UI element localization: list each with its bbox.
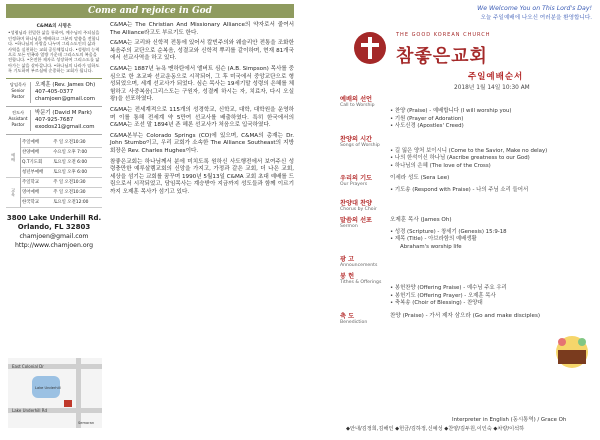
map-street-1: East Colonial Dr (12, 364, 44, 369)
schedule-name: 한국학교 (21, 197, 53, 207)
schedule-time: 주 일 오전10:30 (52, 177, 102, 187)
order-item: • 봉헌기도 (Offering Prayer) - 오제훈 목사 (390, 292, 496, 299)
pastor-email[interactable]: exodos21@gmail.com (35, 123, 95, 130)
interpreter-note: Interpreter in English (동시통역) / Grace Oh (452, 417, 567, 423)
pastor-row-senior (6, 79, 102, 107)
section-heading: 우리의 기도 (340, 175, 373, 182)
service-date: 2018년 1월 14일 10:30 AM (454, 85, 530, 91)
history-paragraph: C&MA는 1887년 뉴욕 맨하탄에서 앨버트 심슨 (A.B. Simpson) 목사를 중심으로 한 초교파 선교운동으로 시작되어, 그 후 미국에서 중앙교단으로 형성되었으며, 세계 선교사가 되었다. 심슨 목사는 19세기말 성령의 은혜를 체험하고 사중복음(그리스도는 구원자, 성결케 하시는 자, 치료자, 다시 오실 왕)을 선포하였다. (110, 65, 294, 103)
schedule-name: 청년부예배 (21, 167, 53, 177)
service-title: 주일예배순서 (468, 72, 524, 82)
order-item: • 길 잃은 양처 보이시니 (Come to the Savior, Make no delay) (390, 147, 548, 154)
pastor-name: 오제훈 (Rev. James Oh) (35, 81, 96, 88)
bible-illustration-icon (548, 330, 596, 370)
order-item: • 하나님의 은혜 (The love of the Cross) (390, 162, 491, 169)
schedule-time: 토요일 오전 6:00 (52, 157, 102, 167)
section-heading: 광 고 (340, 256, 355, 263)
pastor-email[interactable]: chamjoen@gmail.com (35, 95, 96, 102)
pastor-role: 담임목사 Senior Pastor (6, 82, 31, 103)
ushers-list: ◆안내/김정희,김해인 ◆헌금/김하정,신예성 ◆찬양/김두원,이인숙 ◆차량/이석하 (346, 426, 525, 432)
order-section-prayers (340, 173, 594, 195)
left-header-banner: Come and rejoice in God (6, 4, 294, 18)
schedule-name: 주일예배 (21, 138, 53, 148)
table-row (6, 147, 102, 157)
order-item: • 제목 (Title) - 아브라함의 예배생활 (390, 236, 477, 242)
order-item: Abraham's worship life (400, 243, 462, 250)
history-paragraph: 참좋은교회는 하나님께서 분에 미치도록 원하신 사도행전에서 보여주신 성령충만한 예루살렘교회의 신앙을 가지고, 가정과 같은 교회, 더 나은 교회, 세상을 섬기는 교회를 꿈꾸며 1990년 5월13일 C&MA 교회 초대 예배를 드림으로서 시작되었고, 담임목사는 계승받아 지금까지 성도들과 함께 이르기까지 오제훈 목사가 섬기고 있다. (110, 158, 294, 195)
section-heading: 말씀의 선포 (340, 216, 373, 224)
pastor-name: 박문기 (David M Park) (35, 109, 92, 116)
church-name-korean: 참좋은교회 (396, 46, 488, 67)
table-row (6, 167, 102, 177)
schedule-time: 토요일 오전12:00 (52, 197, 102, 207)
section-subheading: Benediction (340, 319, 368, 325)
history-paragraph: C&MA는 교리와 신학적 전통에 있어서 칼빈주의와 웨슬리안 전통을 조화한 복음주의 교단으로 순복음, 성결교와 신학적 뿌리를 같이하며, 현재 81개국에서 선교사역을 하고 있다. (110, 40, 294, 62)
section-heading: 찬양의 시간 (340, 135, 373, 143)
order-item: • 축복송 (Choir of Blessing) - 찬양대 (390, 300, 483, 306)
order-item: • 기원 (Prayer of Adoration) (390, 115, 464, 122)
schedule-name: 영어예배 (21, 187, 53, 197)
order-section-announcements (340, 254, 594, 268)
table-row (6, 138, 102, 148)
section-leader: 찬양 (Praise) - 가서 제자 삼으라 (Go and make disciples) (390, 312, 541, 319)
pastor-phone: 407-405-0377 (35, 88, 74, 95)
table-row (6, 187, 102, 197)
schedule-time: 수요일 오후 7:00 (52, 147, 102, 157)
pastor-phone: 407-925-7687 (35, 116, 74, 123)
order-section-call (340, 94, 594, 131)
section-subheading: Sermon (340, 223, 358, 229)
table-row (6, 197, 102, 207)
history-column (110, 22, 294, 199)
order-item: • 봉헌찬양 (Offering Praise) - 예수님 주요 우리 (390, 285, 507, 291)
section-heading: 찬양대 찬양 (340, 199, 373, 207)
section-subheading: Tithes & Offerings (340, 280, 382, 285)
order-item: • 기도송 (Respond with Praise) - 나의 주님 소리 들어서 (390, 187, 529, 193)
schedule-name: 찬양예배 (21, 147, 53, 157)
mission-title: C&MA의 사명은 (36, 24, 72, 29)
schedule-time: 토요일 오후 6:00 (52, 167, 102, 177)
address-website[interactable]: http://www.chamjoen.org (14, 241, 94, 249)
history-paragraph: C&MA는 전세계적으로 115개의 성경학교, 신학교, 대학, 대학원을 운영하며 이를 통해 전세계 약 5만여 선교사를 배출하였다. 특히 한국에서의 C&MA는 조선 말 1894년 존 헤론 선교사가 처음으로 입국하였다. (110, 106, 294, 129)
mission-text: •성령님과 친밀한 삶을 통하여, 예수님의 주되심을 인정하며 하나님을 예배하고 그분의 말씀을 전합니다. •하나님의 사랑을 나누며 그리스도인의 삶과 사역을 실천하는 교회 공동체입니다. •성령의 능력으로 모든 민족과 열방 가운데 그리스도의 복음을 전합니다. •온전한 제자로 성장하여 그리스도를 닮아가는 삶을 살아갑니다. •하나님의 나라가 임하도록 기도하며 부르심에 순종하는 교회가 됩니다. (8, 30, 100, 74)
address-line1: 3800 Lake Underhill Rd. (6, 213, 102, 222)
map-street-3: Semoran (78, 421, 95, 425)
location-map (8, 358, 102, 428)
welcome-korean: 오늘 주일예배에 나오신 여러분을 환영합니다. (480, 15, 592, 21)
schedule-name: Q.T기도회 (21, 157, 53, 167)
order-section-songs (340, 134, 594, 171)
section-leader: 이세라 성도 (Sera Lee) (390, 175, 450, 181)
schedule-table (6, 138, 102, 208)
section-subheading: Call to Worship (340, 103, 375, 108)
schedule-group: 교육 (6, 177, 21, 207)
pastor-row-assistant (6, 107, 102, 135)
section-subheading: Announcements (340, 263, 378, 268)
mission-box (6, 22, 102, 79)
address-email[interactable]: chamjoen@gmail.com (19, 232, 89, 240)
pastor-role: 전도사 Assistant Pastor (6, 110, 31, 131)
schedule-time: 주 일 오전10:30 (52, 187, 102, 197)
section-subheading: Our Prayers (340, 182, 368, 187)
order-item: • 찬양 (Praise) - 예배합니다 (I will worship you) (390, 108, 512, 114)
history-paragraph: C&MA는 The Christian And Missionary Alliance의 약자로서 줄여서 The Alliance라고도 부르기도 한다. (110, 22, 294, 36)
section-subheading: Songs of Worship (340, 142, 380, 148)
order-of-service (340, 94, 594, 328)
schedule-group: 예배 (6, 138, 21, 178)
church-logo-icon (352, 30, 388, 66)
address-line2: Orlando, FL 32803 (17, 222, 91, 231)
order-item: • 성경 (Scripture) - 창세기 (Genesis) 15:9-18 (390, 228, 507, 235)
order-item: • 사도신경 (Apostles' Creed) (390, 123, 464, 129)
church-marker-icon (64, 400, 72, 407)
map-lake-label: Lake Underhill (35, 386, 61, 390)
order-section-chorus (340, 198, 594, 212)
section-heading: 예배의 선언 (340, 96, 373, 103)
section-heading: 축 도 (340, 312, 355, 320)
order-section-sermon (340, 215, 594, 252)
section-heading: 봉 헌 (340, 273, 355, 280)
order-item: • 나의 한석이신 하나님 (Ascribe greatness to our God) (390, 155, 530, 161)
church-name-english: THE GOOD KOREAN CHURCH (396, 32, 491, 38)
history-paragraph: C&MA본부는 Colorado Springs (CO)에 있으며, C&MA의 총재는 Dr. John Stumbo이고, 우리 교회가 소속한 The Alliance Southeast의 지방회장은 Rev. Charles Hughes이다. (110, 132, 294, 154)
section-leader: 오제훈 목사 (James Oh) (390, 216, 452, 223)
map-street-2: Lake Underhill Rd (12, 408, 48, 413)
order-section-offerings (340, 271, 594, 308)
welcome-english: We Welcome You on This Lord's Day! (477, 5, 592, 12)
section-subheading: Chorus by Choir (340, 206, 377, 212)
church-address (6, 214, 102, 250)
schedule-name: 주일학교 (21, 177, 53, 187)
table-row (6, 157, 102, 167)
order-section-benediction (340, 311, 594, 325)
table-row (6, 177, 102, 187)
schedule-time: 주 일 오전10:30 (52, 138, 102, 148)
info-column (6, 22, 102, 250)
